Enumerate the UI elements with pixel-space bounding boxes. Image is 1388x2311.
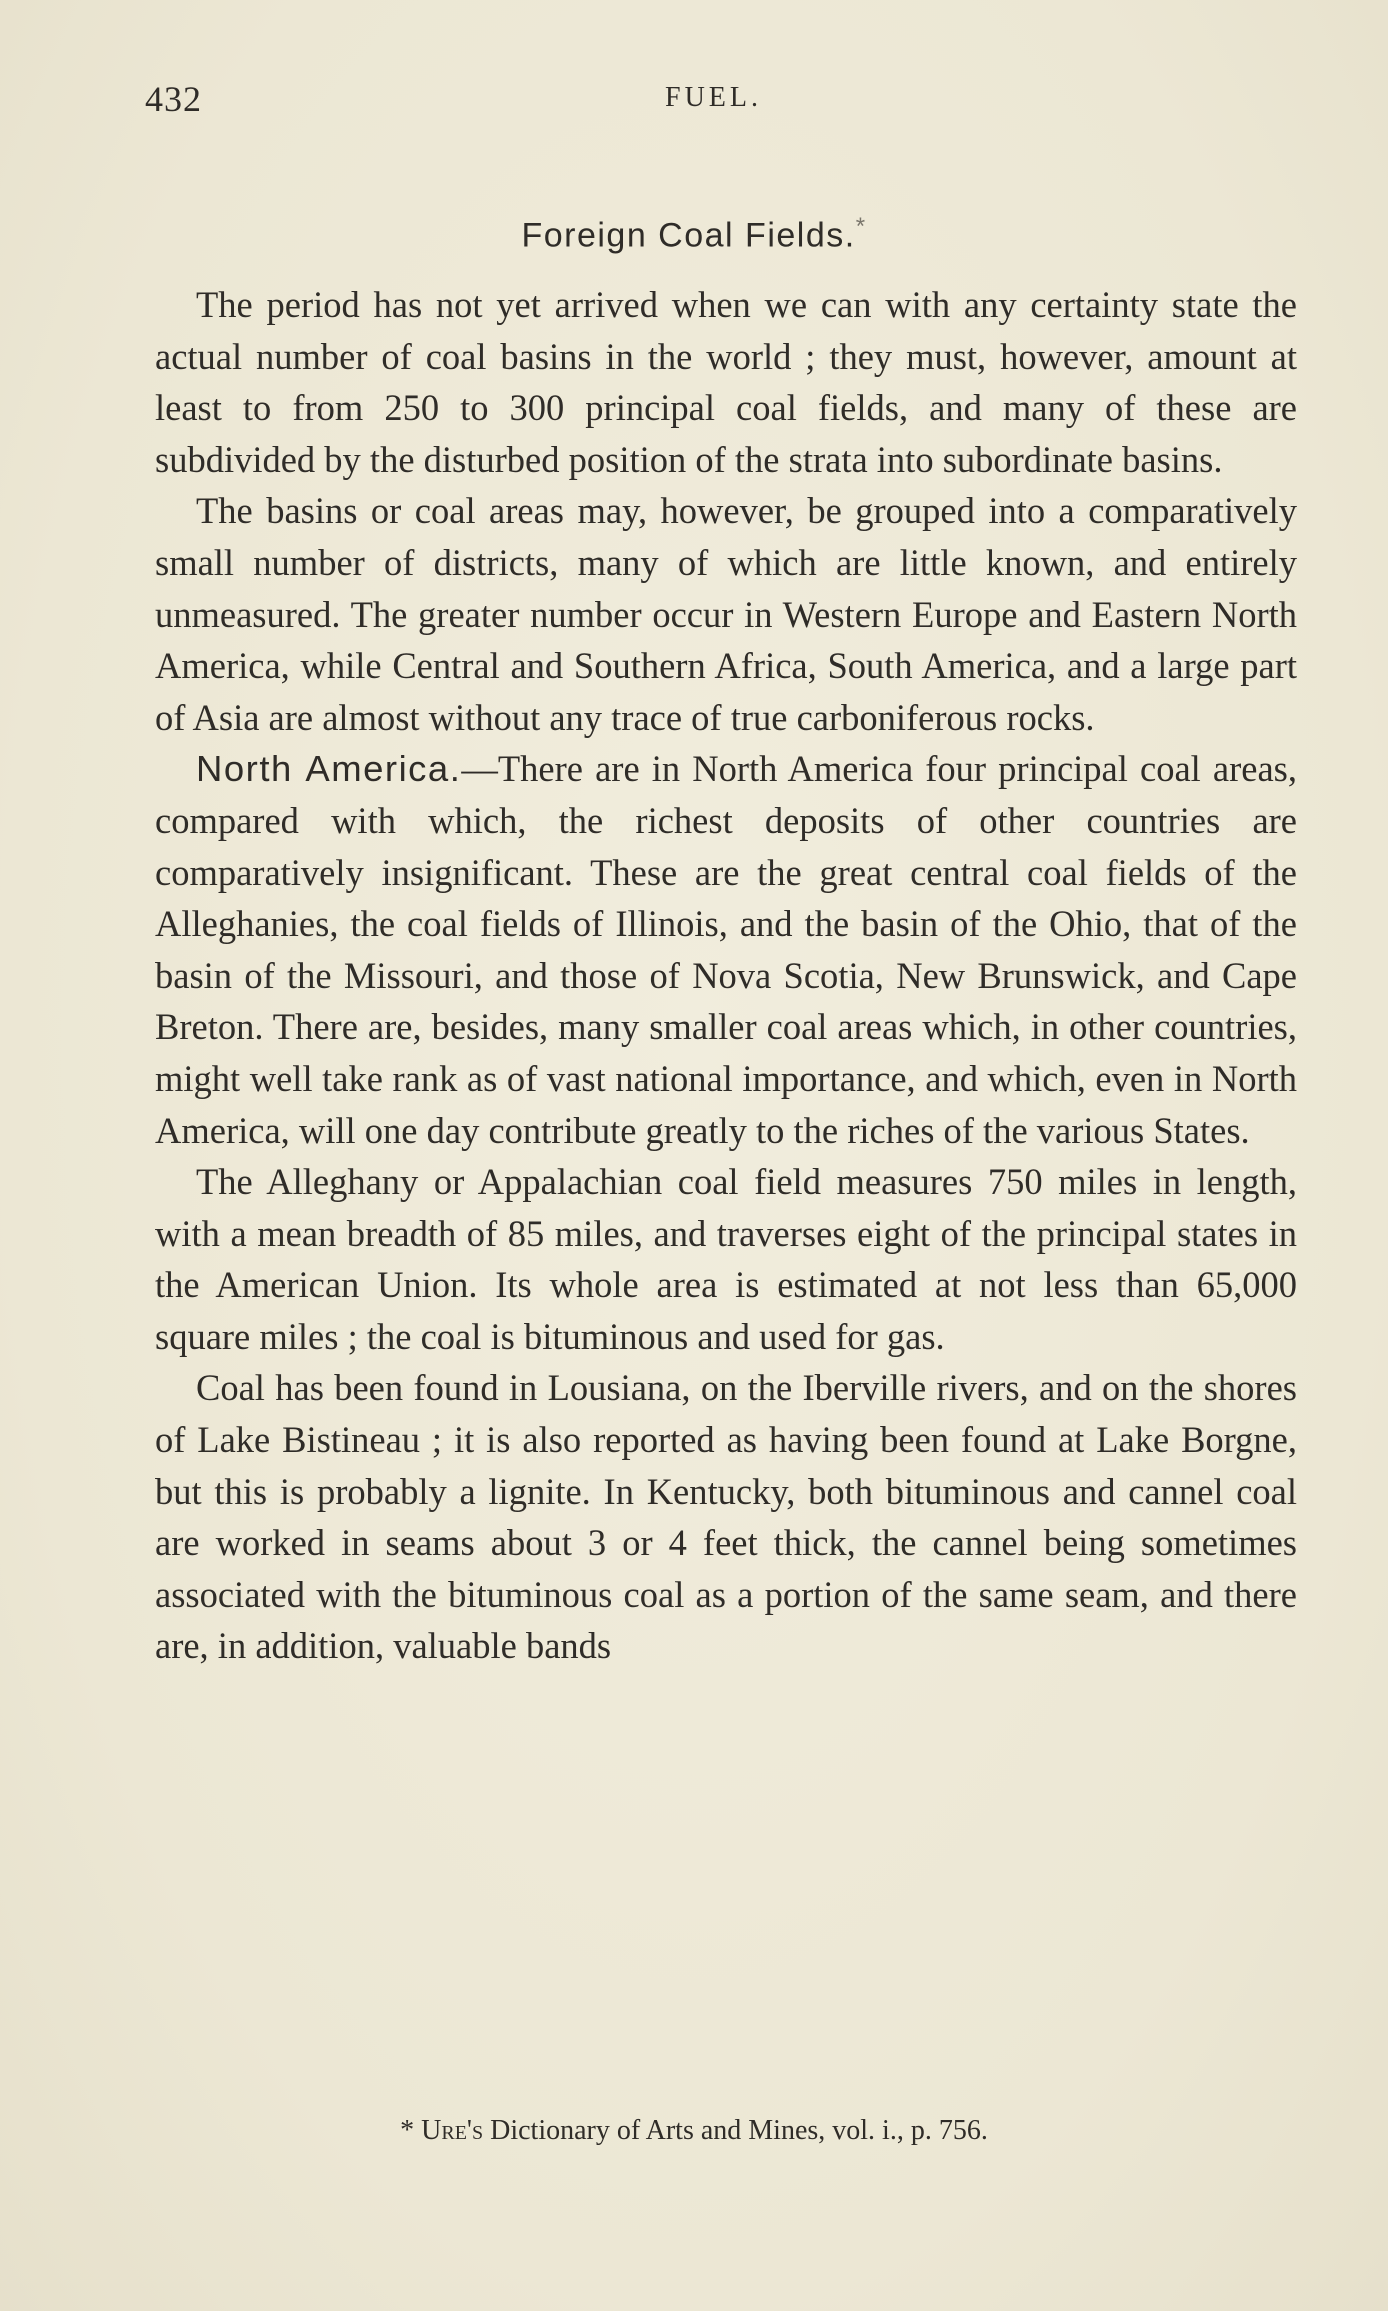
- footnote-mark: *: [400, 2115, 415, 2146]
- running-title: FUEL.: [665, 82, 762, 113]
- section-title: Foreign Coal Fields.: [521, 216, 856, 255]
- page-number: 432: [145, 79, 202, 119]
- footnote-author: Ure's: [421, 2115, 484, 2146]
- running-head: [145, 78, 1295, 128]
- section-heading: [0, 213, 1388, 255]
- paragraph-alleghany-field: The Alleghany or Appalachian coal field measures 750 miles in length, with a mean breadth of 85 miles, and traverses eight of the principal states in the American Union. Its whole area is estimated at not less than 65,000 square miles ; the coal is bituminous and used for gas.: [155, 1161, 1297, 1357]
- paragraph-lead-north-america: North America.: [196, 748, 462, 790]
- paragraph-louisiana-kentucky: Coal has been found in Lousiana, on the Iberville rivers, and on the shores of Lake Bistineau ; it is also reported as having been found at Lake Borgne, but this is probably a lignite. In Kentucky, both bituminous and cannel coal are worked in seams about 3 or 4 feet thick, the cannel being sometimes associated with the bituminous coal as a portion of the same seam, and there are, in addition, valuable bands: [155, 1367, 1297, 1667]
- paragraph-north-america-text: —There are in North America four principal coal areas, compared with which, the richest deposits of other countries are comparatively insignificant. These are the great central coal fields of the Alleghanies, the coal fields of Illinois, and the basin of the Ohio, that of the basin of the Missouri, and those of Nova Scotia, New Brunswick, and Cape Breton. There are, besides, many smaller coal areas which, in other countries, might well take rank as of vast national importance, and which, even in North America, will one day contribute greatly to the riches of the various States.: [155, 748, 1297, 1151]
- body-text: [155, 279, 1297, 1672]
- footnote-text: Dictionary of Arts and Mines, vol. i., p. 756.: [490, 2115, 988, 2146]
- paragraph-coal-districts: The basins or coal areas may, however, be grouped into a comparatively small number of districts, many of which are little known, and entirely unmeasured. The greater number occur in Western Europe and Eastern North America, while Central and Southern Africa, South America, and a large part of Asia are almost without any trace of true carboniferous rocks.: [155, 490, 1297, 738]
- paragraph-coal-basins-count: The period has not yet arrived when we can with any certainty state the actual number of coal basins in the world ; they must, however, amount at least to from 250 to 300 principal coal fields, and many of these are subdivided by the disturbed position of the strata into subordinate basins.: [155, 284, 1297, 480]
- footnote: [0, 2115, 1388, 2147]
- footnote-reference-mark: *: [855, 213, 867, 240]
- paragraph-north-america: [155, 743, 1297, 1156]
